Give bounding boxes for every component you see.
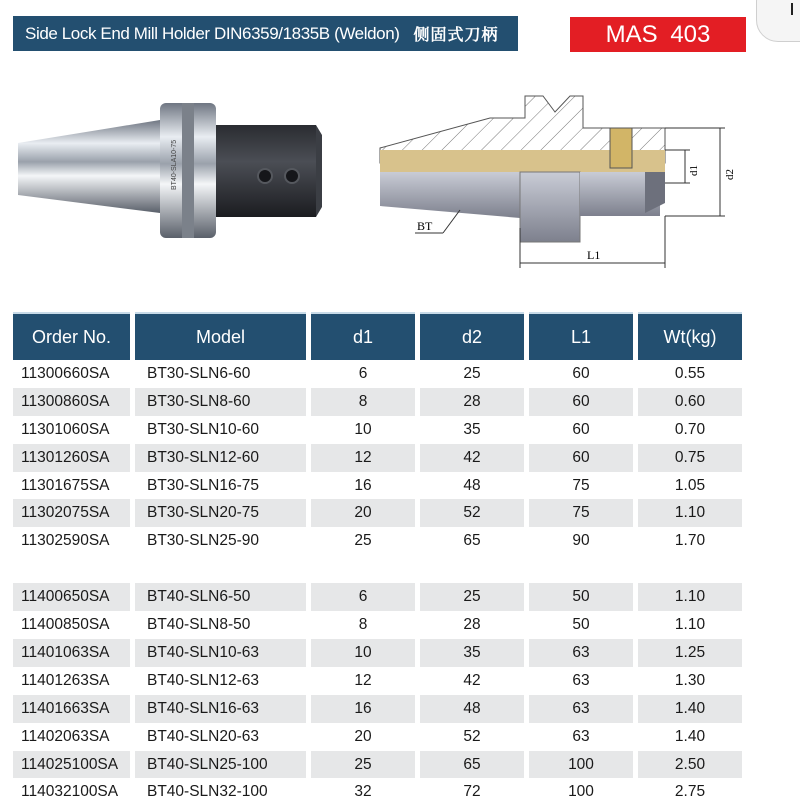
model-cell: BT30-SLN20-75	[135, 499, 306, 527]
model-cell: BT30-SLN16-75	[147, 476, 260, 494]
col-order-no: Order No.	[13, 312, 130, 360]
order-no-cell: 11401063SA	[13, 639, 130, 667]
l1-cell: 60	[529, 388, 633, 416]
label-d1: d1	[688, 165, 700, 176]
d2-cell: 42	[420, 444, 524, 472]
d2-cell: 28	[420, 388, 524, 416]
model-cell: BT40-SLN16-63	[135, 695, 306, 723]
d1-cell: 8	[358, 616, 368, 634]
d2-cell: 35	[420, 639, 524, 667]
table-row	[13, 695, 742, 723]
order-no-cell: 11400650SA	[13, 583, 130, 611]
model-cell: BT40-SLN8-50	[147, 616, 251, 634]
table-row	[13, 639, 742, 667]
d2-cell: 48	[463, 476, 481, 494]
weight-cell: 1.10	[638, 583, 742, 611]
spec-table	[8, 312, 747, 806]
weight-cell: 1.05	[674, 476, 706, 494]
table-row	[13, 472, 742, 500]
model-cell: BT40-SLN32-100	[147, 783, 268, 801]
table-row	[13, 444, 742, 472]
l1-cell: 63	[529, 639, 633, 667]
d1-cell: 12	[354, 671, 372, 689]
d2-cell: 52	[463, 727, 481, 745]
col-weight: Wt(kg)	[638, 312, 742, 360]
l1-cell: 90	[572, 532, 590, 550]
d1-cell: 16	[311, 695, 415, 723]
l1-cell: 75	[572, 476, 590, 494]
col-l1: L1	[529, 312, 633, 360]
product-photo	[10, 95, 330, 245]
table-row	[13, 667, 742, 695]
product-title-bar	[13, 16, 518, 51]
table-row	[13, 388, 742, 416]
table-row	[13, 723, 742, 751]
l1-cell: 60	[572, 420, 590, 438]
label-d2: d2	[724, 169, 736, 180]
cross-section-drawing	[365, 88, 745, 273]
model-cell: BT40-SLN20-63	[147, 727, 260, 745]
d1-cell: 10	[311, 639, 415, 667]
d2-cell: 48	[420, 695, 524, 723]
l1-cell: 63	[529, 695, 633, 723]
title-chinese: 侧固式刀柄	[413, 25, 499, 44]
order-no-cell: 11301260SA	[13, 444, 130, 472]
weight-cell: 1.40	[674, 727, 706, 745]
d2-cell: 72	[463, 783, 481, 801]
l1-cell: 50	[529, 583, 633, 611]
d2-cell: 35	[463, 420, 481, 438]
cursor-icon	[791, 3, 793, 15]
weight-cell: 2.50	[638, 751, 742, 779]
l1-cell: 100	[529, 751, 633, 779]
l1-cell: 60	[529, 444, 633, 472]
weight-cell: 0.60	[638, 388, 742, 416]
order-no-cell: 11300660SA	[21, 364, 110, 382]
model-cell: BT30-SLN25-90	[147, 532, 260, 550]
weight-cell: 1.10	[674, 616, 706, 634]
model-cell: BT30-SLN6-60	[147, 364, 251, 382]
l1-cell: 60	[572, 364, 590, 382]
table-row	[13, 778, 742, 806]
d1-cell: 12	[311, 444, 415, 472]
d1-cell: 6	[358, 364, 368, 382]
l1-cell: 63	[572, 727, 590, 745]
order-no-cell: 11302075SA	[13, 499, 130, 527]
d1-cell: 10	[354, 420, 372, 438]
weight-cell: 1.30	[674, 671, 706, 689]
order-no-cell: 11401263SA	[21, 671, 110, 689]
weight-cell: 0.70	[674, 420, 706, 438]
d2-cell: 65	[420, 751, 524, 779]
col-d1: d1	[311, 312, 415, 360]
d1-cell: 32	[354, 783, 372, 801]
label-bt: BT	[417, 219, 433, 233]
model-cell: BT40-SLN10-63	[135, 639, 306, 667]
l1-cell: 50	[572, 616, 590, 634]
standard-badge: MAS 403	[570, 17, 746, 52]
table-row	[13, 611, 742, 639]
weight-cell: 1.40	[638, 695, 742, 723]
table-row	[13, 527, 742, 555]
label-l1: L1	[587, 248, 601, 262]
table-row	[13, 360, 742, 388]
d2-cell: 42	[463, 671, 481, 689]
d2-cell: 25	[420, 583, 524, 611]
order-no-cell: 11301675SA	[21, 476, 110, 494]
weight-cell: 0.75	[638, 444, 742, 472]
model-cell: BT30-SLN10-60	[147, 420, 260, 438]
model-cell: BT30-SLN12-60	[135, 444, 306, 472]
d1-cell: 20	[311, 499, 415, 527]
weight-cell: 1.25	[638, 639, 742, 667]
order-no-cell: 11401663SA	[13, 695, 130, 723]
col-d2: d2	[420, 312, 524, 360]
corner-widget[interactable]	[756, 0, 800, 42]
l1-cell: 100	[568, 783, 594, 801]
weight-cell: 1.70	[674, 532, 706, 550]
d1-cell: 6	[311, 583, 415, 611]
d1-cell: 25	[354, 532, 372, 550]
d2-cell: 65	[463, 532, 481, 550]
weight-cell: 2.75	[674, 783, 706, 801]
photo-engraving: BT40-SLA10-75	[171, 139, 178, 190]
d1-cell: 8	[311, 388, 415, 416]
l1-cell: 63	[572, 671, 590, 689]
order-no-cell: 11302590SA	[21, 532, 110, 550]
d1-cell: 20	[354, 727, 372, 745]
table-row	[13, 416, 742, 444]
model-cell: BT30-SLN8-60	[135, 388, 306, 416]
table-header-row	[13, 312, 742, 360]
model-cell: BT40-SLN25-100	[135, 751, 306, 779]
table-row	[13, 583, 742, 611]
d2-cell: 28	[463, 616, 481, 634]
table-row	[13, 499, 742, 527]
col-model: Model	[135, 312, 306, 360]
order-no-cell: 11400850SA	[21, 616, 110, 634]
order-no-cell: 11402063SA	[21, 727, 110, 745]
d2-cell: 25	[463, 364, 481, 382]
l1-cell: 75	[529, 499, 633, 527]
group-spacer	[13, 555, 742, 583]
model-cell: BT40-SLN12-63	[147, 671, 260, 689]
order-no-cell: 114025100SA	[13, 751, 130, 779]
table-row	[13, 751, 742, 779]
weight-cell: 1.10	[638, 499, 742, 527]
weight-cell: 0.55	[674, 364, 706, 382]
order-no-cell: 11301060SA	[21, 420, 110, 438]
table-body	[13, 360, 742, 806]
title-english: Side Lock End Mill Holder DIN6359/1835B (Weldon)	[25, 23, 400, 43]
d1-cell: 25	[311, 751, 415, 779]
d1-cell: 16	[354, 476, 372, 494]
order-no-cell: 11300860SA	[13, 388, 130, 416]
model-cell: BT40-SLN6-50	[135, 583, 306, 611]
order-no-cell: 114032100SA	[21, 783, 119, 801]
d2-cell: 52	[420, 499, 524, 527]
